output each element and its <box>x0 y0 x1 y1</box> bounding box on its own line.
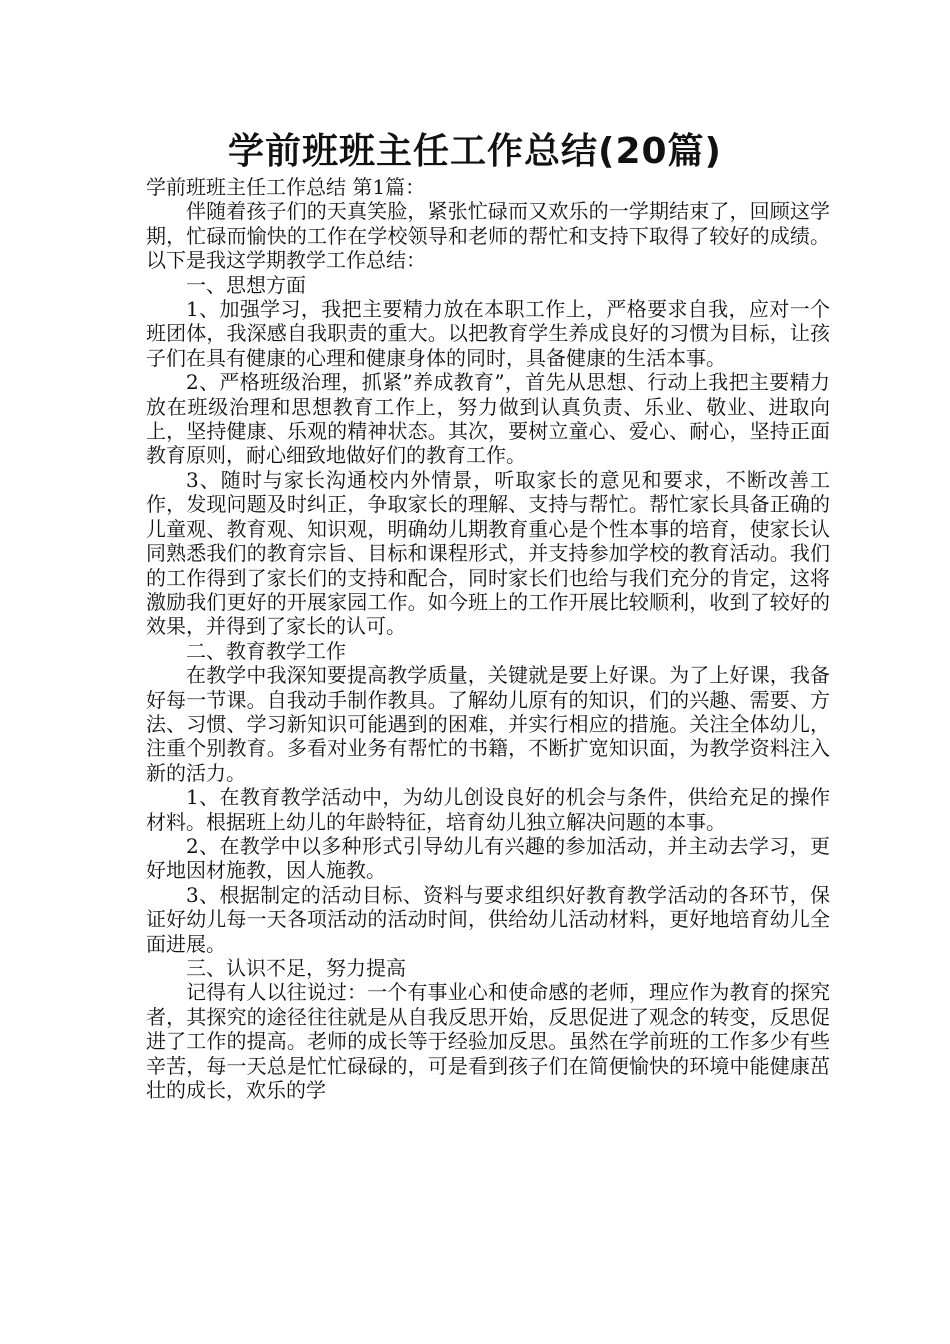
section-heading-thought: 一、思想方面 <box>186 272 306 297</box>
paragraph: 2、在教学中以多种形式引导幼儿有兴趣的参加活动，并主动去学习，更好地因材施教，因人施教。 <box>146 833 830 883</box>
section-heading-teaching: 二、教育教学工作 <box>186 638 346 663</box>
paragraph: 1、在教育教学活动中，为幼儿创设良好的机会与条件，供给充足的操作材料。根据班上幼儿的年龄特征，培育幼儿独立解决问题的本事。 <box>146 785 830 834</box>
paragraph: 3、随时与家长沟通校内外情景，听取家长的意见和要求，不断改善工作，发现问题及时纠正，争取家长的理解、支持与帮忙。帮忙家长具备正确的儿童观、教育观、知识观，明确幼儿期教育重心是个性本事的培育，使家长认同熟悉我们的教育宗旨、目标和课程形式，并支持参加学校的教育活动。我们的工作得到了家长们的支持和配合，同时家长们也给与我们充分的肯定，这将激励我们更好的开展家园工作。如今班上的工作开展比较顺利，收到了较好的效果，并得到了家长的认可。 <box>146 467 830 639</box>
paragraph: 1、加强学习，我把主要精力放在本职工作上，严格要求自我，应对一个班团体，我深感自我职责的重大。以把教育学生养成良好的习惯为目标，让孩子们在具有健康的心理和健康身体的同时，具备健康的生活本事。 <box>146 297 830 370</box>
paragraph: 记得有人以往说过：一个有事业心和使命感的老师，理应作为教育的探究者，其探究的途径往往就是从自我反思开始，反思促进了观念的转变，反思促进了工作的提高。老师的成长等于经验加反思。虽然在学前班的工作多少有些辛苦，每一天总是忙忙碌碌的，可是看到孩子们在简便愉快的环境中能健康茁壮的成长，欢乐的学 <box>146 980 830 1103</box>
paragraph-intro: 伴随着孩子们的天真笑脸，紧张忙碌而又欢乐的一学期结束了，回顾这学期，忙碌而愉快的工作在学校领导和老师的帮忙和支持下取得了较好的成绩。以下是我这学期教学工作总结： <box>146 199 830 273</box>
document-body <box>146 175 830 1102</box>
article-heading: 学前班班主任工作总结 第1篇： <box>146 175 426 199</box>
paragraph: 3、根据制定的活动目标、资料与要求组织好教育教学活动的各环节，保证好幼儿每一天各项活动的活动时间，供给幼儿活动材料，更好地培育幼儿全面进展。 <box>146 882 830 956</box>
section-heading-improvement: 三、认识不足，努力提高 <box>186 956 406 980</box>
document-title: 学前班班主任工作总结(20篇) <box>227 131 722 172</box>
paragraph: 在教学中我深知要提高教学质量，关键就是要上好课。为了上好课，我备好每一节课。自我动手制作教具。了解幼儿原有的知识，们的兴趣、需要、方法、习惯、学习新知识可能遇到的困难，并实行相应的措施。关注全体幼儿，注重个别教育。多看对业务有帮忙的书籍，不断扩宽知识面，为教学资料注入新的活力。 <box>146 663 830 785</box>
paragraph: 2、严格班级治理，抓紧”养成教育”，首先从思想、行动上我把主要精力放在班级治理和思想教育工作上，努力做到认真负责、乐业、敬业、进取向上，坚持健康、乐观的精神状态。其次，要树立童心、爱心、耐心，坚持正面教育原则，耐心细致地做好们的教育工作。 <box>146 370 830 468</box>
